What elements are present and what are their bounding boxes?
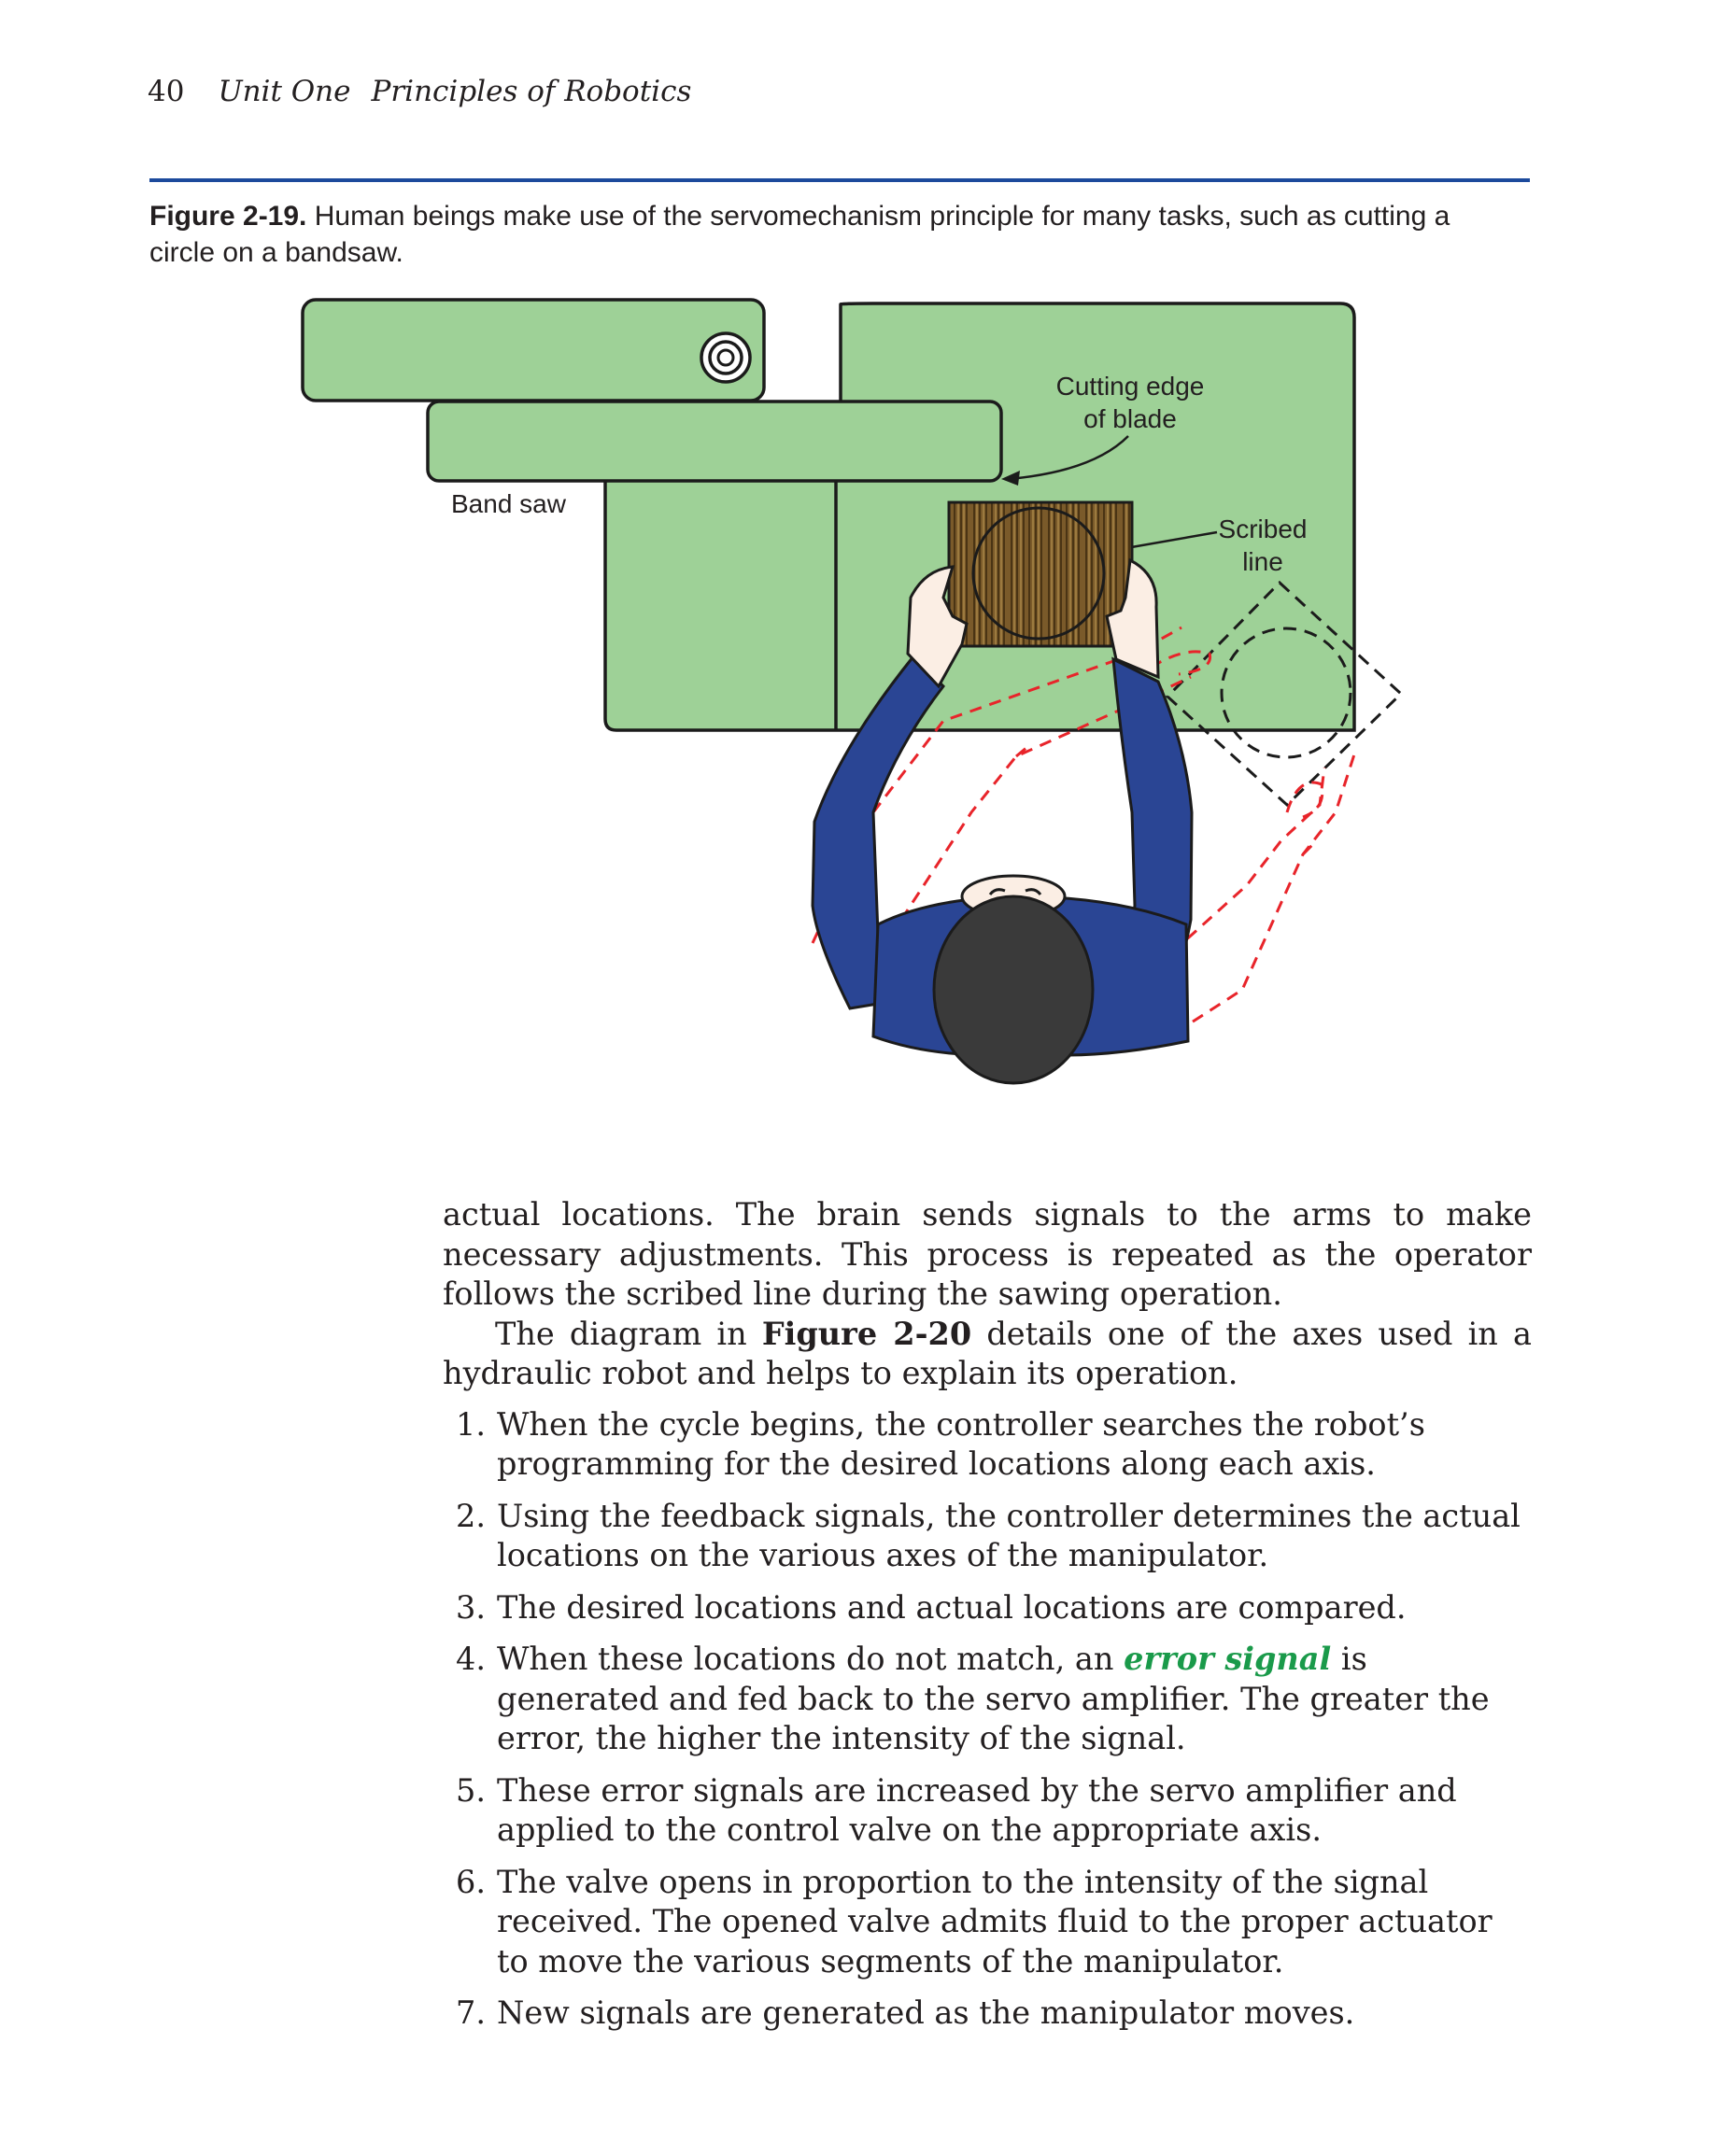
label-band-saw: Band saw: [451, 489, 566, 518]
step-number: 2.: [456, 1497, 486, 1534]
list-item: [443, 1588, 1532, 1628]
step-number: 5.: [456, 1771, 486, 1809]
glossary-term: error signal: [1124, 1641, 1332, 1677]
label-cutting-edge-2: of blade: [1083, 404, 1177, 433]
caption-text: Human beings make use of the servomechanism principle for many tasks, such as cutting a circle on a bandsaw.: [149, 201, 1450, 268]
list-item: [443, 1863, 1532, 1982]
wood-workpiece: [949, 502, 1132, 646]
paragraph-2: [443, 1315, 1532, 1394]
saw-upper-arm: [303, 300, 764, 401]
caption-label: Figure 2-19.: [149, 201, 307, 232]
adjustment-knob-icon: [701, 333, 750, 382]
step-number: 3.: [456, 1588, 486, 1626]
list-item: [443, 1497, 1532, 1576]
paragraph-1: actual locations. The brain sends signals to the arms to make necessary adjustments. This process is repeated as the operator follows the scribed line during the sawing operation.: [443, 1196, 1532, 1312]
unit-label: Unit One: [218, 75, 351, 108]
list-item: [443, 1771, 1532, 1851]
step-text: The valve opens in proportion to the intensity of the signal received. The opened valve admits fluid to the proper actuator to move the various segments of the manipulator.: [497, 1863, 1493, 1980]
list-item: [443, 1994, 1532, 2034]
step-number: 7.: [456, 1994, 486, 2031]
step-text: is generated and fed back to the servo amplifier. The greater the error, the higher the intensity of the signal.: [497, 1641, 1490, 1756]
step-number: 6.: [456, 1863, 486, 1900]
label-scribed-2: line: [1242, 547, 1283, 576]
book-title: Principles of Robotics: [371, 75, 692, 108]
step-text: When these locations do not match, an: [497, 1641, 1125, 1677]
step-number: 4.: [456, 1641, 486, 1677]
step-text: The desired locations and actual locations are compared.: [497, 1588, 1407, 1626]
list-item: [443, 1640, 1532, 1759]
step-number: 1.: [456, 1405, 486, 1443]
saw-blade-housing: [428, 402, 1001, 481]
step-text: New signals are generated as the manipulator moves.: [497, 1994, 1355, 2031]
step-text: These error signals are increased by the servo amplifier and applied to the control valve on the appropriate axis.: [497, 1771, 1457, 1848]
label-cutting-edge-1: Cutting edge: [1055, 372, 1205, 401]
paragraph-2-text-a: The diagram in: [495, 1315, 762, 1352]
label-scribed-1: Scribed: [1218, 514, 1308, 543]
list-item: [443, 1405, 1532, 1485]
page-number: 40: [148, 75, 185, 108]
body-text: [443, 1195, 1532, 2046]
step-text: When the cycle begins, the controller searches the robot’s programming for the desired locations along each axis.: [497, 1405, 1425, 1482]
step-text: Using the feedback signals, the controller determines the actual locations on the various axes of the manipulator.: [497, 1497, 1521, 1573]
figure-reference: Figure 2-20: [761, 1315, 972, 1352]
steps-list: [443, 1405, 1532, 2034]
paragraph-2-text-b: details one of the axes used in a hydraulic robot and helps to explain its operation.: [443, 1315, 1533, 1391]
